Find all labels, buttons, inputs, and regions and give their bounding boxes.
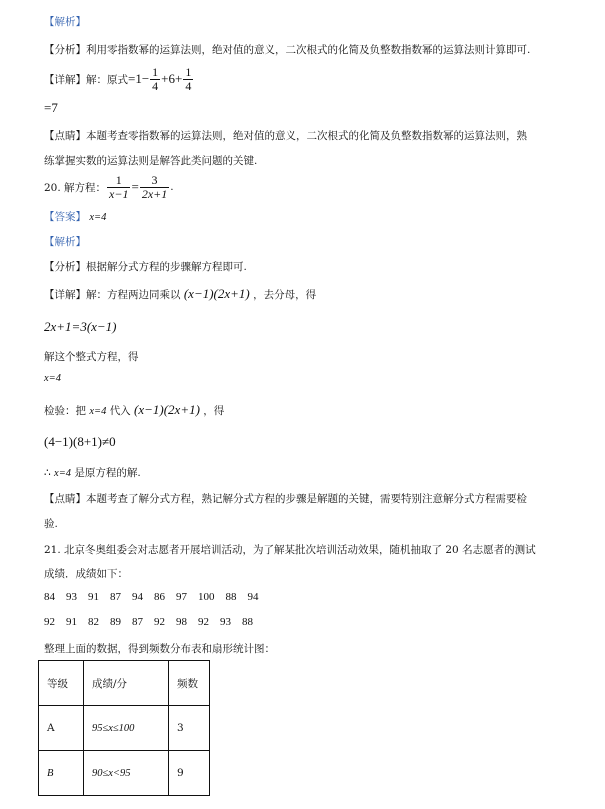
score: 88 — [242, 616, 253, 628]
table-cell: 3 — [169, 706, 210, 751]
score: 91 — [66, 616, 77, 628]
scores-row-2 — [44, 616, 253, 628]
header-cell: 频数 — [169, 661, 210, 706]
therefore-symbol: ∴ — [44, 467, 51, 479]
score: 93 — [66, 591, 77, 603]
score: 97 — [176, 591, 187, 603]
score: 94 — [132, 591, 143, 603]
score: 92 — [44, 616, 55, 628]
header-cell: 成绩/分 — [84, 661, 169, 706]
score: 92 — [154, 616, 165, 628]
check-c: 代入 — [109, 405, 131, 417]
conclusion-text: 是原方程的解. — [74, 467, 141, 479]
table-cell: B — [39, 751, 84, 796]
result-line: =7 — [44, 100, 58, 115]
solution-line-1 — [44, 62, 194, 96]
solution-prefix: 【详解】解：原式 — [44, 73, 128, 86]
analysis-text-2: 【分析】根据解分式方程的步骤解方程即可. — [44, 261, 247, 273]
table-cell: 95≤x≤100 — [84, 706, 169, 751]
answer-line — [44, 209, 106, 224]
score: 87 — [110, 591, 121, 603]
check-result: (4−1)(8+1)≠0 — [44, 434, 116, 449]
table-cell: 9 — [169, 751, 210, 796]
table-cell: 90≤x<95 — [84, 751, 169, 796]
analysis-label-1: 【解析】 — [44, 16, 86, 28]
comment-line-1: 【点睛】本题考查零指数幂的运算法则，绝对值的意义，二次根式的化简及负整数指数幂的运算法则，熟 — [44, 130, 527, 142]
check-e: ，得 — [203, 405, 225, 417]
question-21-line-2: 成绩．成绩如下： — [44, 568, 128, 580]
score: 87 — [132, 616, 143, 628]
solution-end: ，去分母，得 — [253, 289, 317, 301]
score: 84 — [44, 591, 55, 603]
answer-value: x=4 — [89, 212, 107, 223]
answer-label: 【答案】 — [44, 211, 86, 223]
comment-line-3: 【点睛】本题考查了解分式方程，熟记解分式方程的步骤是解题的关键，需要特别注意解分式方程需要检 — [44, 493, 527, 505]
conclusion-line — [44, 465, 141, 480]
fraction-1: $\frac{1}{4}$ — [152, 64, 159, 93]
score: 91 — [88, 591, 99, 603]
check-d: (x−1)(2x+1) — [134, 402, 200, 417]
expr-eq: =1− — [128, 71, 150, 86]
solution-line-2 — [44, 286, 316, 302]
q20-fraction-1: $\frac{1}{x-1}$ — [109, 172, 129, 201]
solution-expr: (x−1)(2x+1) — [183, 286, 250, 301]
check-b: x=4 — [89, 406, 107, 417]
fraction-2: $\frac{1}{4}$ — [185, 64, 192, 93]
check-a: 检验：把 — [44, 405, 86, 417]
question-20 — [44, 170, 174, 204]
frequency-table — [38, 660, 210, 796]
q20-prefix: 20. 解方程： — [44, 181, 107, 194]
check-line — [44, 402, 224, 418]
table-row — [39, 751, 210, 796]
score: 98 — [176, 616, 187, 628]
score: 100 — [198, 591, 215, 603]
equation-line: 2x+1=3(x−1) — [44, 319, 117, 334]
table-intro: 整理上面的数据，得到频数分布表和扇形统计图： — [44, 643, 275, 655]
table-row — [39, 706, 210, 751]
question-21-line-1: 21. 北京冬奥组委会对志愿者开展培训活动，为了解某批次培训活动效果，随机抽取了 20 名志愿者的测试 — [44, 544, 536, 556]
score: 92 — [198, 616, 209, 628]
analysis-label-2: 【解析】 — [44, 236, 86, 248]
score: 89 — [110, 616, 121, 628]
scores-row-1 — [44, 591, 259, 603]
solution-text: 【详解】解：方程两边同乘以 — [44, 289, 181, 301]
score: 88 — [225, 591, 237, 603]
score: 86 — [154, 591, 165, 603]
expr-mid: +6+ — [161, 71, 183, 86]
x-value: x=4 — [44, 373, 61, 384]
q20-fraction-2: $\frac{3}{2x+1}$ — [141, 172, 168, 201]
score: 82 — [88, 616, 99, 628]
solve-text: 解这个整式方程，得 — [44, 351, 139, 363]
score: 93 — [220, 616, 231, 628]
q20-eq: = — [131, 179, 139, 194]
table-cell: A — [39, 706, 84, 751]
score: 94 — [247, 591, 259, 603]
table-header-row — [39, 661, 210, 706]
conclusion-x: x=4 — [54, 468, 72, 479]
comment-line-2: 练掌握实数的运算法则是解答此类问题的关键. — [44, 155, 258, 167]
analysis-text-1: 【分析】利用零指数幂的运算法则，绝对值的意义，二次根式的化简及负整数指数幂的运算法则计算即可. — [44, 44, 531, 56]
comment-line-4: 验. — [44, 518, 58, 530]
q20-end: . — [170, 181, 174, 193]
header-cell: 等级 — [39, 661, 84, 706]
